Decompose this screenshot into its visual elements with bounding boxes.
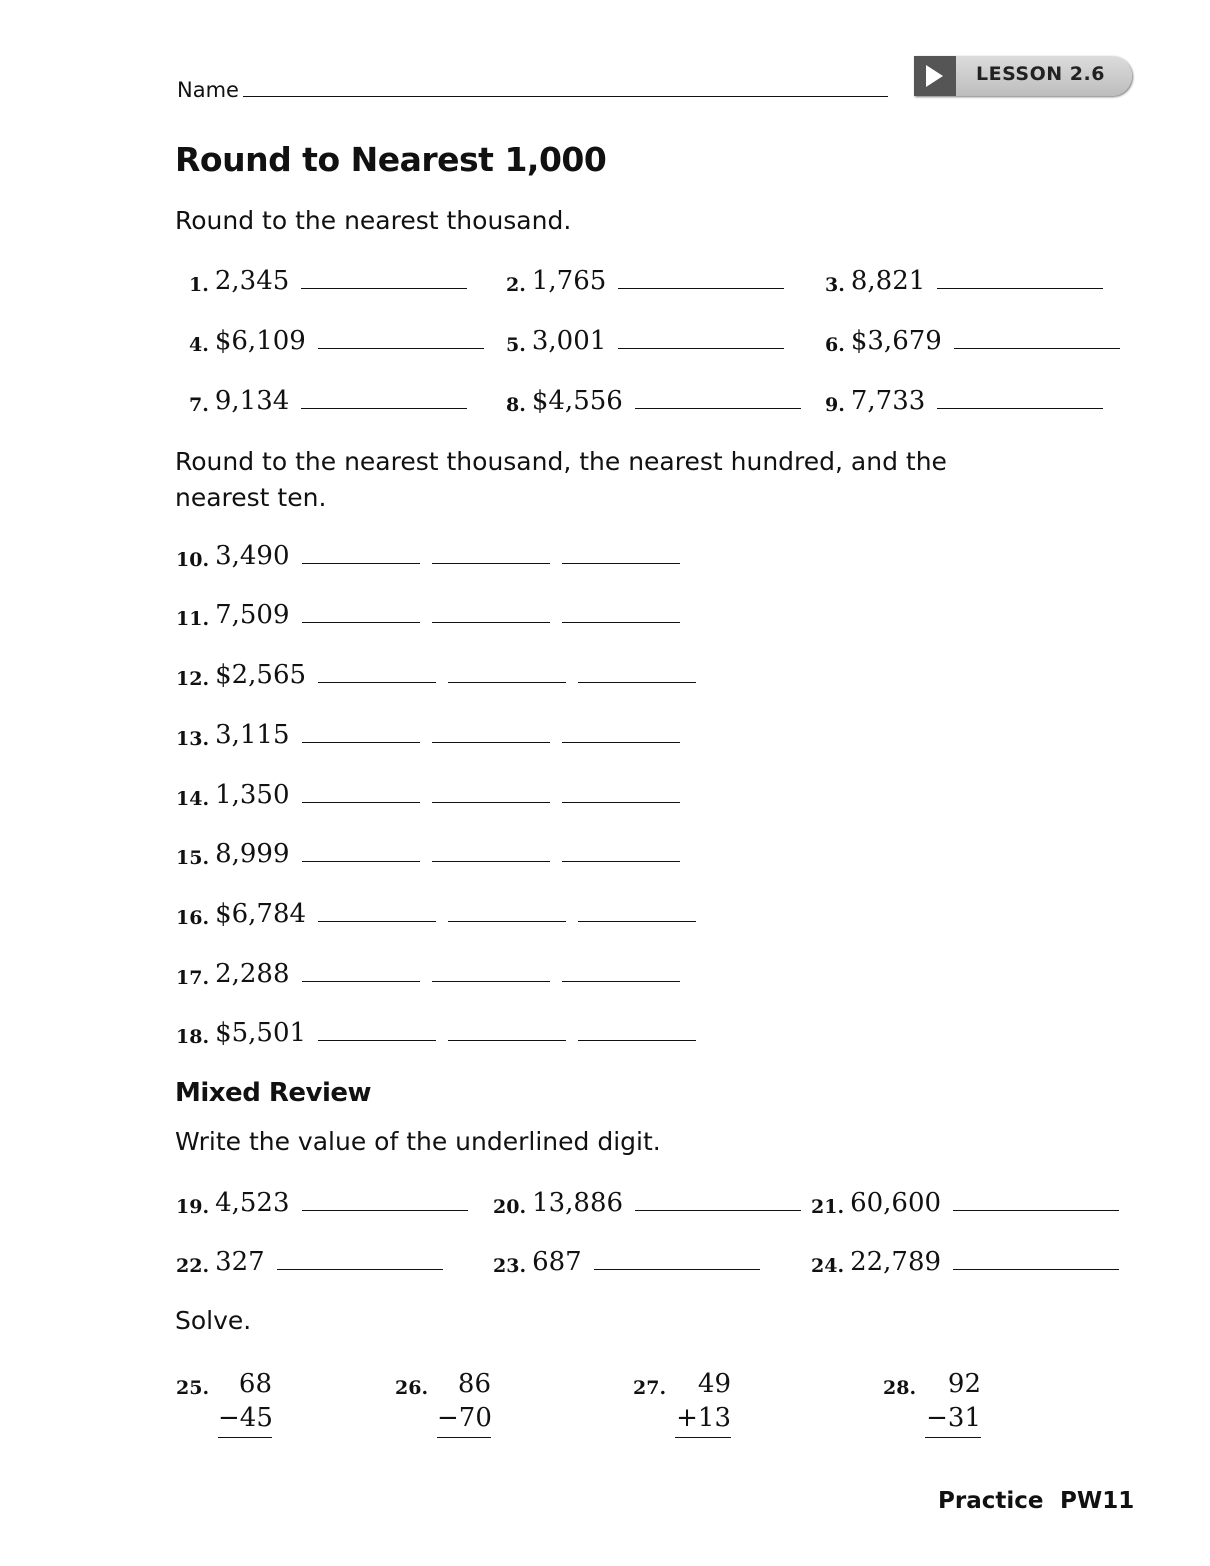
problem-8 xyxy=(506,386,801,416)
answer-blank-thousand[interactable] xyxy=(302,622,420,623)
problem-27 xyxy=(633,1367,731,1438)
answer-blank-thousand[interactable] xyxy=(302,563,420,564)
play-icon xyxy=(914,56,956,96)
problem-number: 1. xyxy=(189,274,209,296)
top-operand: 86 xyxy=(457,1369,491,1399)
problem-number: 11. xyxy=(176,608,210,630)
answer-blank-thousand[interactable] xyxy=(302,981,420,982)
answer-blank-hundred[interactable] xyxy=(448,682,566,683)
answer-blank-ten[interactable] xyxy=(578,921,696,922)
answer-blank-thousand[interactable] xyxy=(318,682,436,683)
problem-5 xyxy=(506,326,784,356)
answer-blank-hundred[interactable] xyxy=(432,742,550,743)
answer-blank[interactable] xyxy=(953,1210,1119,1211)
problem-number: 20. xyxy=(493,1196,527,1218)
problem-number: 4. xyxy=(189,334,209,356)
problem-value: 22,789 xyxy=(850,1247,942,1277)
problem-value: 13,886 xyxy=(532,1188,624,1218)
problem-number: 9. xyxy=(825,394,845,416)
answer-blank[interactable] xyxy=(954,348,1120,349)
problem-number: 24. xyxy=(811,1255,845,1277)
footer-page-number: PW11 xyxy=(1060,1488,1135,1514)
problem-20 xyxy=(493,1188,801,1218)
problem-number: 2. xyxy=(506,274,526,296)
answer-blank[interactable] xyxy=(301,408,467,409)
problem-value: 3,490 xyxy=(215,541,290,571)
problem-value: $3,679 xyxy=(850,326,942,356)
problem-number: 10. xyxy=(176,549,210,571)
problem-22 xyxy=(176,1247,443,1277)
answer-blank[interactable] xyxy=(618,288,784,289)
problem-12 xyxy=(176,660,696,690)
problem-value: $4,556 xyxy=(531,386,623,416)
top-operand: 92 xyxy=(947,1369,981,1399)
problem-25 xyxy=(176,1367,272,1438)
problem-23 xyxy=(493,1247,760,1277)
answer-blank-hundred[interactable] xyxy=(448,921,566,922)
bottom-operand: +13 xyxy=(675,1401,731,1438)
answer-blank[interactable] xyxy=(635,1210,801,1211)
problem-number: 5. xyxy=(506,334,526,356)
problem-number: 26. xyxy=(395,1377,429,1399)
top-operand: 49 xyxy=(697,1369,731,1399)
problem-11 xyxy=(176,600,680,630)
problem-7 xyxy=(189,386,467,416)
answer-blank-ten[interactable] xyxy=(562,622,680,623)
problem-value: $2,565 xyxy=(215,660,307,690)
problem-value: $6,784 xyxy=(215,899,307,929)
bottom-operand: −70 xyxy=(437,1401,491,1438)
problem-1 xyxy=(189,266,467,296)
answer-blank[interactable] xyxy=(302,1210,468,1211)
answer-blank-thousand[interactable] xyxy=(302,742,420,743)
instruction-round-three-ways: Round to the nearest thousand, the nearest hundred, and the nearest ten. xyxy=(175,447,947,512)
answer-blank-hundred[interactable] xyxy=(432,563,550,564)
instruction-round-thousand: Round to the nearest thousand. xyxy=(175,206,572,235)
problem-13 xyxy=(176,720,680,750)
problem-number: 8. xyxy=(506,394,526,416)
problem-19 xyxy=(176,1188,468,1218)
problem-number: 13. xyxy=(176,728,210,750)
answer-blank-hundred[interactable] xyxy=(432,622,550,623)
bottom-operand: −31 xyxy=(925,1401,981,1438)
answer-blank-hundred[interactable] xyxy=(432,981,550,982)
problem-15 xyxy=(176,839,680,869)
answer-blank[interactable] xyxy=(618,348,784,349)
problem-number: 21. xyxy=(811,1196,845,1218)
lesson-label: LESSON 2.6 xyxy=(976,63,1105,85)
problem-number: 19. xyxy=(176,1196,210,1218)
page-title: Round to Nearest 1,000 xyxy=(175,140,607,179)
answer-blank-ten[interactable] xyxy=(578,682,696,683)
problem-number: 3. xyxy=(825,274,845,296)
problem-number: 18. xyxy=(176,1026,210,1048)
answer-blank-thousand[interactable] xyxy=(318,1040,436,1041)
problem-number: 14. xyxy=(176,788,210,810)
problem-number: 6. xyxy=(825,334,845,356)
problem-value: $6,109 xyxy=(214,326,306,356)
problem-number: 28. xyxy=(883,1377,917,1399)
problem-value: 7,509 xyxy=(215,600,290,630)
answer-blank[interactable] xyxy=(277,1269,443,1270)
answer-blank[interactable] xyxy=(594,1269,760,1270)
problem-4 xyxy=(189,326,484,356)
problem-24 xyxy=(811,1247,1119,1277)
problem-value: 687 xyxy=(532,1247,582,1277)
problem-number: 22. xyxy=(176,1255,210,1277)
answer-blank[interactable] xyxy=(953,1269,1119,1270)
problem-3 xyxy=(825,266,1103,296)
problem-value: 3,001 xyxy=(531,326,607,356)
answer-blank-ten[interactable] xyxy=(562,742,680,743)
answer-blank-ten[interactable] xyxy=(562,563,680,564)
problem-26 xyxy=(395,1367,491,1438)
problem-28 xyxy=(883,1367,981,1438)
answer-blank[interactable] xyxy=(635,408,801,409)
answer-blank[interactable] xyxy=(318,348,484,349)
problem-number: 15. xyxy=(176,847,210,869)
answer-blank-thousand[interactable] xyxy=(318,921,436,922)
problem-number: 23. xyxy=(493,1255,527,1277)
problem-number: 27. xyxy=(633,1377,667,1399)
answer-blank-thousand[interactable] xyxy=(302,802,420,803)
answer-blank-thousand[interactable] xyxy=(302,861,420,862)
instruction-underlined-digit: Write the value of the underlined digit. xyxy=(175,1127,661,1156)
answer-blank-ten[interactable] xyxy=(562,981,680,982)
problem-value: 1,350 xyxy=(215,780,290,810)
problem-value: 7,733 xyxy=(850,386,926,416)
instruction-solve: Solve. xyxy=(175,1306,252,1335)
name-label: Name xyxy=(177,78,239,102)
answer-blank-hundred[interactable] xyxy=(448,1040,566,1041)
problem-value: 9,134 xyxy=(214,386,290,416)
problem-value: 8,999 xyxy=(215,839,290,869)
problem-10 xyxy=(176,541,680,571)
problem-14 xyxy=(176,780,680,810)
answer-blank-hundred[interactable] xyxy=(432,861,550,862)
problem-value: 1,765 xyxy=(531,266,607,296)
answer-blank[interactable] xyxy=(301,288,467,289)
answer-blank-ten[interactable] xyxy=(562,861,680,862)
problem-number: 17. xyxy=(176,967,210,989)
problem-2 xyxy=(506,266,784,296)
problem-value: 4,523 xyxy=(215,1188,290,1218)
problem-number: 12. xyxy=(176,668,210,690)
problem-17 xyxy=(176,959,680,989)
problem-value: 327 xyxy=(215,1247,265,1277)
answer-blank-hundred[interactable] xyxy=(432,802,550,803)
lesson-tab xyxy=(914,56,1132,96)
answer-blank-ten[interactable] xyxy=(562,802,680,803)
top-operand: 68 xyxy=(238,1369,272,1399)
name-field[interactable] xyxy=(243,96,888,97)
problem-value: 2,288 xyxy=(215,959,290,989)
problem-number: 7. xyxy=(189,394,209,416)
answer-blank[interactable] xyxy=(937,288,1103,289)
problem-number: 25. xyxy=(176,1377,210,1399)
problem-value: 3,115 xyxy=(215,720,290,750)
problem-21 xyxy=(811,1188,1119,1218)
problem-value: $5,501 xyxy=(215,1018,307,1048)
problem-16 xyxy=(176,899,696,929)
answer-blank-ten[interactable] xyxy=(578,1040,696,1041)
mixed-review-heading: Mixed Review xyxy=(175,1078,372,1108)
problem-value: 8,821 xyxy=(850,266,926,296)
problem-number: 16. xyxy=(176,907,210,929)
bottom-operand: −45 xyxy=(218,1401,272,1438)
problem-value: 60,600 xyxy=(850,1188,942,1218)
problem-9 xyxy=(825,386,1103,416)
problem-18 xyxy=(176,1018,696,1048)
answer-blank[interactable] xyxy=(937,408,1103,409)
problem-value: 2,345 xyxy=(214,266,290,296)
footer-section-label: Practice xyxy=(938,1488,1044,1514)
problem-6 xyxy=(825,326,1120,356)
